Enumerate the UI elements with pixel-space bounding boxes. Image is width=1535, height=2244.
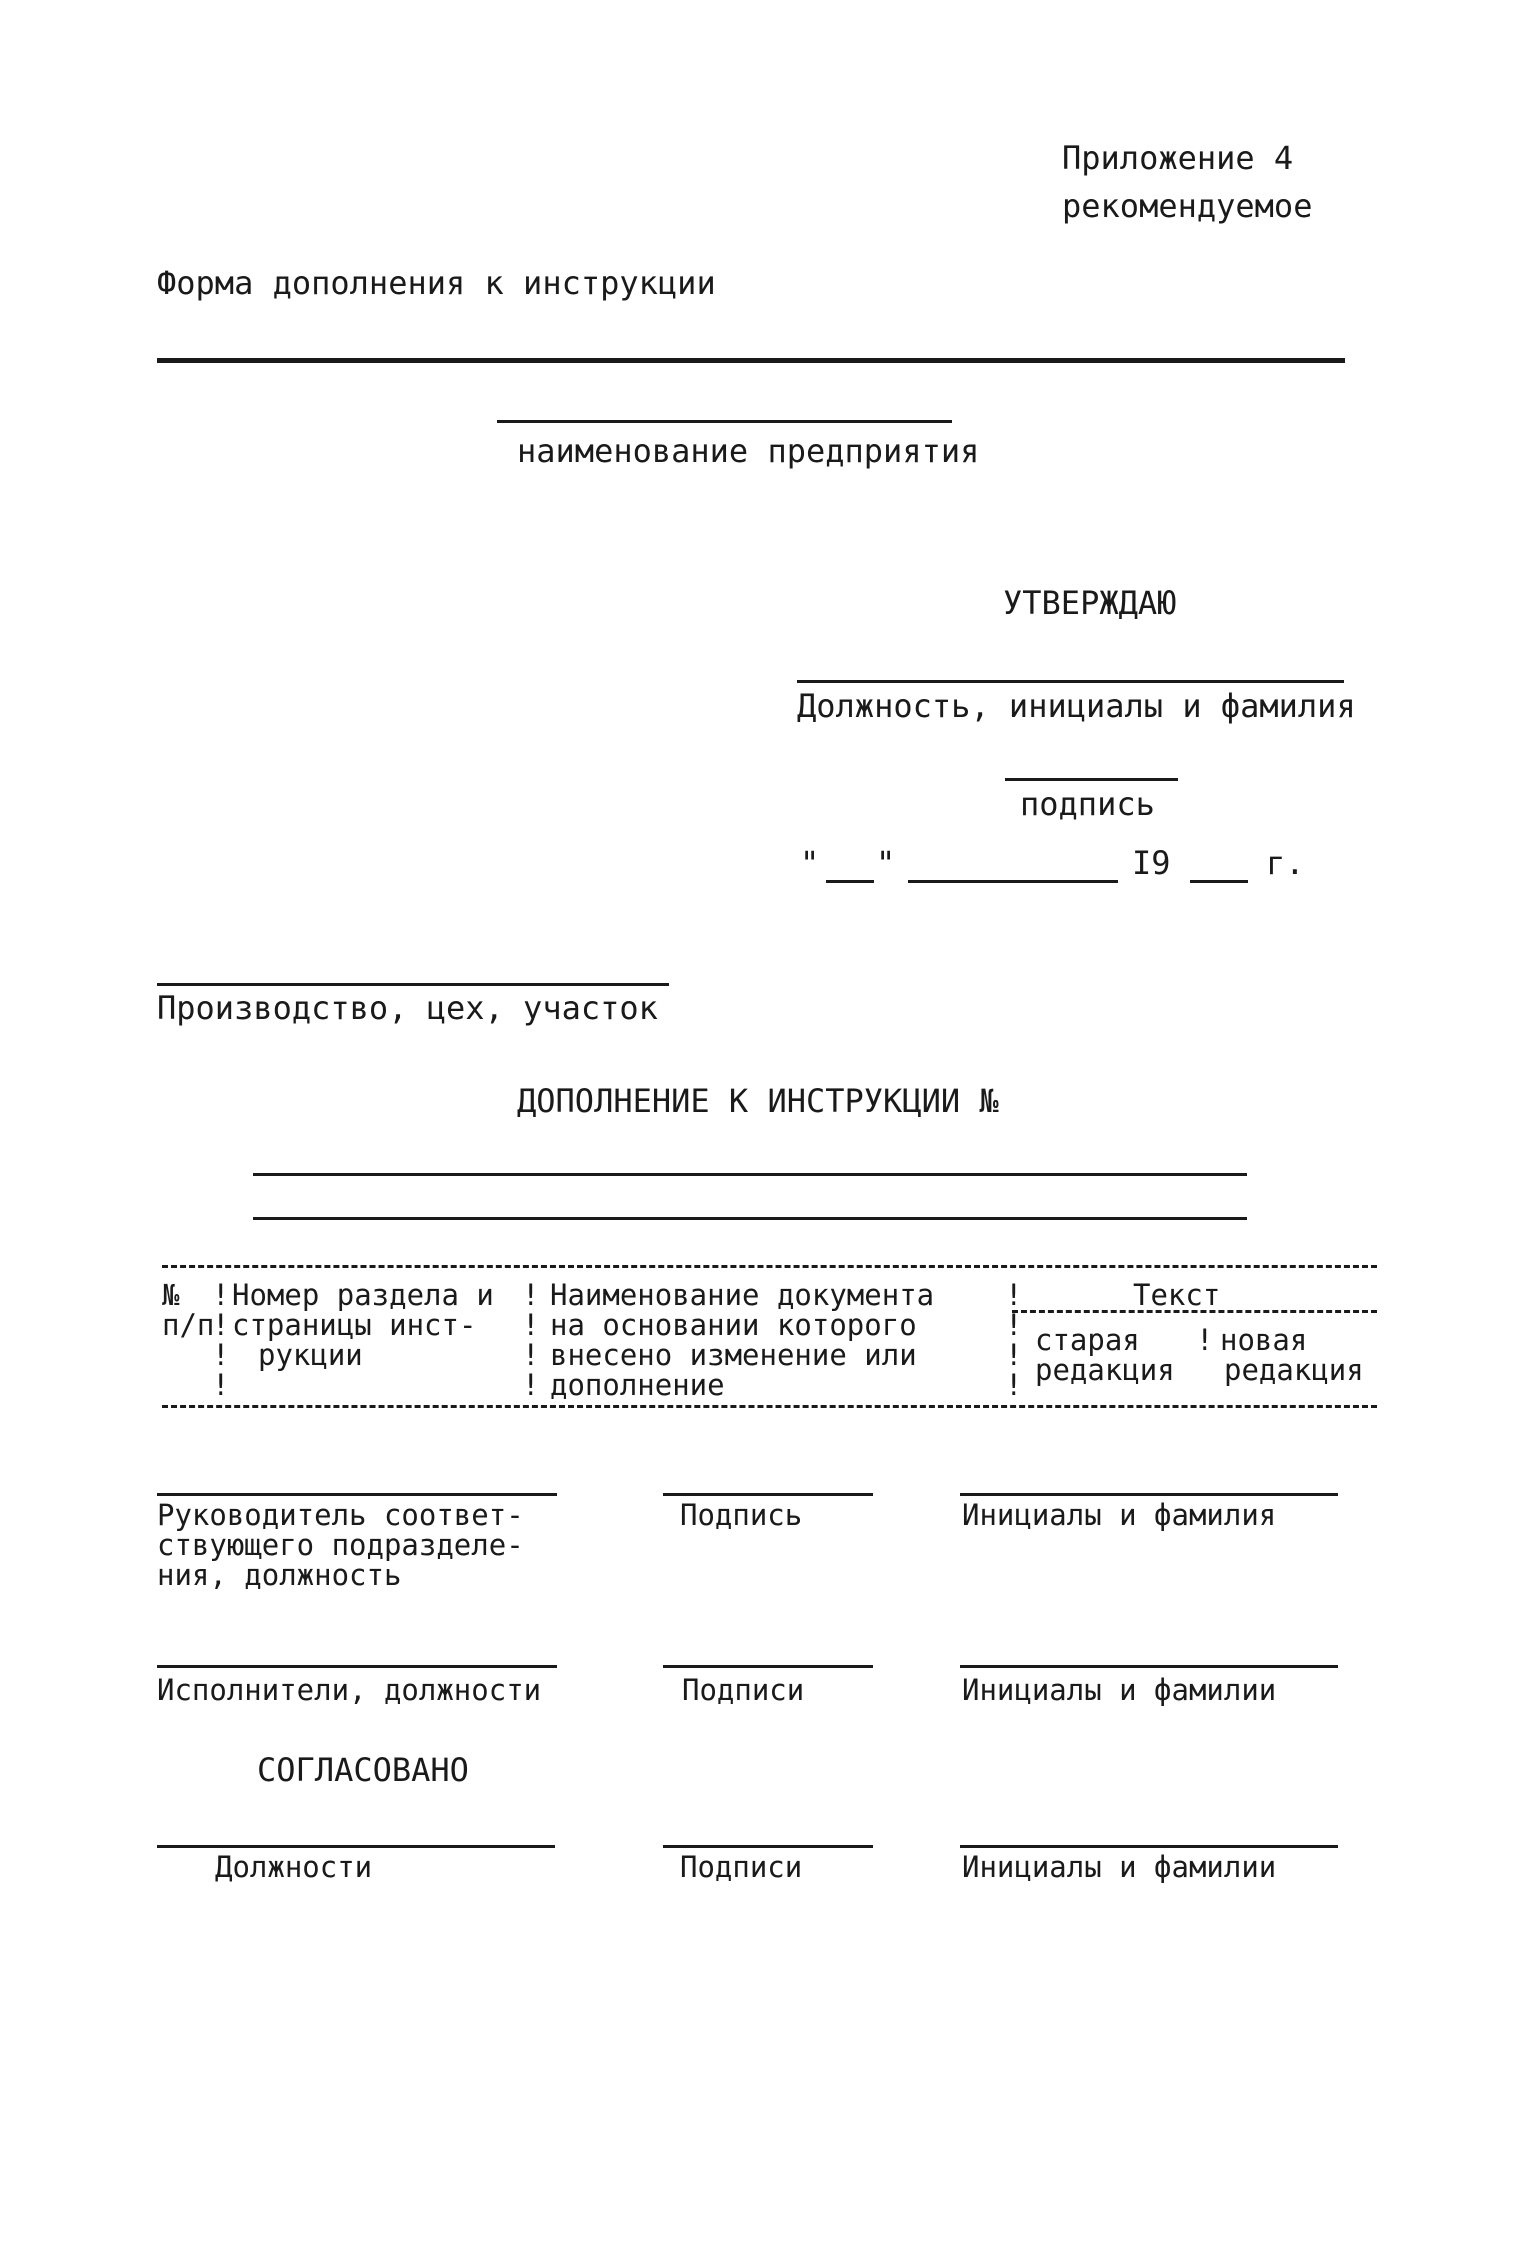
executors-name-line bbox=[960, 1665, 1338, 1668]
col-text-header: Текст bbox=[1133, 1278, 1221, 1312]
agreed-signature-line bbox=[663, 1845, 873, 1848]
executors-position-line bbox=[157, 1665, 557, 1668]
col-separator-1: ! ! ! ! bbox=[212, 1278, 230, 1402]
col-document-line-4: дополнение bbox=[550, 1368, 725, 1402]
col-document-line-2: на основании которого bbox=[550, 1308, 917, 1342]
executors-signature-caption: Подписи bbox=[682, 1673, 805, 1707]
date-day-line bbox=[826, 880, 874, 883]
col-number-line-1: № bbox=[162, 1278, 180, 1312]
enterprise-name-line bbox=[497, 420, 952, 423]
col-section-line-1: Номер раздела и bbox=[232, 1278, 494, 1312]
table-top-border bbox=[162, 1265, 1377, 1268]
form-title: Форма дополнения к инструкции bbox=[157, 264, 716, 302]
agreed-name-caption: Инициалы и фамилии bbox=[962, 1850, 1277, 1884]
head-caption-line-1: Руководитель соответ- bbox=[157, 1498, 524, 1532]
col-new-line-1: новая bbox=[1220, 1323, 1308, 1357]
appendix-number: Приложение 4 bbox=[1062, 139, 1294, 177]
col-document-line-3: внесено изменение или bbox=[550, 1338, 917, 1372]
col-section-line-2: страницы инст- bbox=[232, 1308, 477, 1342]
production-caption: Производство, цех, участок bbox=[157, 989, 658, 1027]
executors-caption: Исполнители, должности bbox=[157, 1673, 542, 1707]
col-section-line-3: рукции bbox=[258, 1338, 363, 1372]
approval-signature-caption: подпись bbox=[1020, 785, 1155, 823]
col-old-line-1: старая bbox=[1035, 1323, 1140, 1357]
head-signature-caption: Подпись bbox=[680, 1498, 803, 1532]
head-caption-line-3: ния, должность bbox=[157, 1558, 402, 1592]
head-position-line bbox=[157, 1493, 557, 1496]
approval-position-caption: Должность, инициалы и фамилия bbox=[797, 687, 1356, 725]
document-title-line-1 bbox=[253, 1173, 1247, 1176]
approval-signature-line bbox=[1005, 778, 1178, 781]
col-separator-2: ! ! ! ! bbox=[522, 1278, 540, 1402]
document-title-line-2 bbox=[253, 1217, 1247, 1220]
date-year-suffix: г. bbox=[1266, 844, 1305, 882]
col-number-line-2: п/п bbox=[162, 1308, 215, 1342]
date-year-line bbox=[1190, 880, 1248, 883]
col-old-line-2: редакция bbox=[1035, 1353, 1175, 1387]
col-new-line-2: редакция bbox=[1224, 1353, 1364, 1387]
approval-title: УТВЕРЖДАЮ bbox=[1003, 584, 1177, 622]
agreed-signature-caption: Подписи bbox=[680, 1850, 803, 1884]
agreed-positions-line bbox=[157, 1845, 555, 1848]
date-quote-close: " bbox=[876, 844, 896, 882]
col-separator-4: ! bbox=[1196, 1323, 1214, 1357]
head-caption-line-2: ствующего подразделе- bbox=[157, 1528, 524, 1562]
table-bottom-border bbox=[162, 1405, 1377, 1408]
agreed-positions-caption: Должности bbox=[215, 1850, 373, 1884]
enterprise-caption: наименование предприятия bbox=[517, 432, 980, 470]
head-signature-line bbox=[663, 1493, 873, 1496]
date-year-prefix: I9 bbox=[1132, 844, 1171, 882]
col-document-line-1: Наименование документа bbox=[550, 1278, 935, 1312]
executors-signature-line bbox=[663, 1665, 873, 1668]
production-line bbox=[157, 983, 669, 986]
appendix-status: рекомендуемое bbox=[1062, 187, 1313, 225]
head-name-caption: Инициалы и фамилия bbox=[962, 1498, 1277, 1532]
document-title: ДОПОЛНЕНИЕ К ИНСТРУКЦИИ № bbox=[517, 1082, 999, 1120]
head-name-line bbox=[960, 1493, 1338, 1496]
agreed-name-line bbox=[960, 1845, 1338, 1848]
date-month-line bbox=[908, 880, 1118, 883]
approval-position-line bbox=[797, 680, 1344, 683]
date-quote-open: " bbox=[800, 844, 820, 882]
enterprise-line bbox=[157, 358, 1345, 363]
executors-name-caption: Инициалы и фамилии bbox=[962, 1673, 1277, 1707]
col-separator-3: ! ! ! ! bbox=[1005, 1278, 1023, 1402]
agreed-title: СОГЛАСОВАНО bbox=[257, 1751, 469, 1789]
